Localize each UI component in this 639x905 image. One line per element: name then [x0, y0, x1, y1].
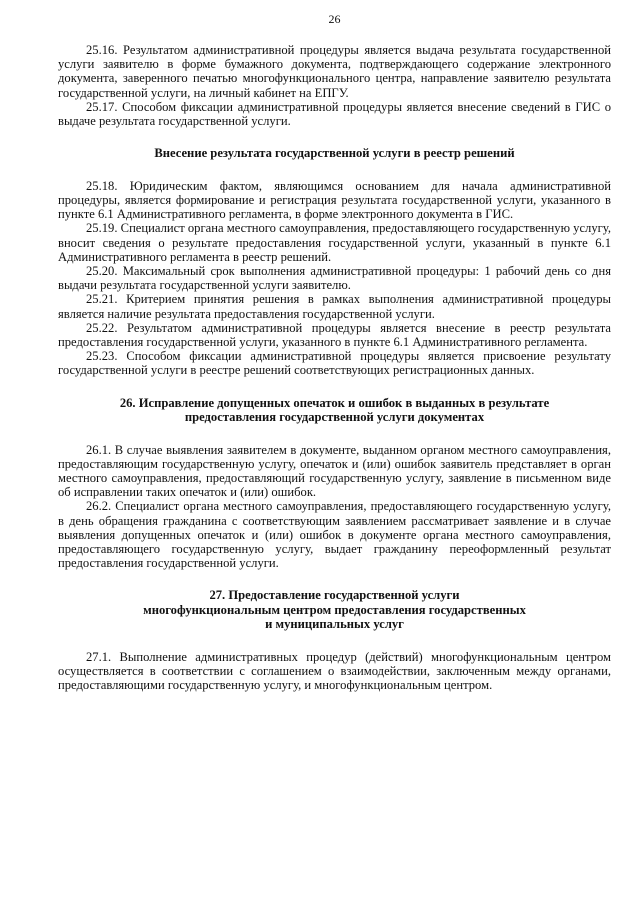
heading-line: 27. Предоставление государственной услуги: [209, 588, 460, 603]
page-number: 26: [328, 12, 341, 26]
heading-line: 26. Исправление допущенных опечаток и ошибок в выданных в результате: [119, 395, 550, 410]
paragraph-26-2: 26.2. Специалист органа местного самоуправления, предоставляющего государственную услугу, в день обращения гражданина с соответствующим заявлением рассматривает заявление и в случае выявления допущенных опечаток и (или) ошибок в документе органа местного самоуправления, предоставляющего государственную услугу, выдает гражданину переоформленный результат предоставления государственной услуги.: [58, 499, 611, 571]
paragraph-25-16: 25.16. Результатом административной процедуры является выдача результата государственной услуги заявителю в форме бумажного документа, подтверждающего содержание электронного документа, заверенного печатью многофункционального центра, направление заявителю результата государственной услуги, на личный кабинет на ЕПГУ.: [58, 43, 611, 100]
heading-section-27: [58, 588, 611, 632]
heading-line: Внесение результата государственной услуги в реестр решений: [154, 146, 515, 161]
paragraph-25-18: 25.18. Юридическим фактом, являющимся основанием для начала административной процедуры, является формирование и регистрация результата государственной услуги, указанного в пункте 6.1 Административного регламента, в форме электронного документа в ГИС.: [58, 178, 611, 222]
heading-line: предоставления государственной услуги документах: [184, 410, 485, 425]
paragraph-25-17: 25.17. Способом фиксации административной процедуры является внесение сведений в ГИС о выдаче результата государственной услуги.: [58, 99, 611, 129]
heading-line: и муниципальных услуг: [265, 617, 404, 632]
paragraph-27-1: 27.1. Выполнение административных процедур (действий) многофункциональным центром осуществляется в соответствии с соглашением о взаимодействии, заключенным между органами, предоставляющими государственную услугу, и многофункциональным центром.: [58, 649, 611, 693]
paragraph-25-22: 25.22. Результатом административной процедуры является внесение в реестр результата предоставления государственной услуги, указанного в пункте 6.1 Административного регламента.: [58, 320, 611, 349]
paragraph-26-1: 26.1. В случае выявления заявителем в документе, выданном органом местного самоуправления, предоставляющим государственную услугу, опечаток и (или) ошибок заявитель представляет в орган местного самоуправления, предоставляющий государственную услугу, заявление в письменном виде об исправлении таких опечаток и (или) ошибок.: [58, 442, 611, 500]
paragraph-25-20: 25.20. Максимальный срок выполнения административной процедуры: 1 рабочий день со дня выдачи результата государственной услуги заявителю.: [58, 263, 611, 293]
paragraph-25-23: 25.23. Способом фиксации административной процедуры является присвоение результату государственной услуги в реестре решений соответствующих регистрационных данных.: [58, 349, 611, 378]
paragraph-25-19: 25.19. Специалист органа местного самоуправления, предоставляющего государственную услугу, вносит сведения о результате предоставления государственной услуги, указанный в пункте 6.1 Административного регламента в реестр решений.: [58, 221, 611, 264]
heading-line: многофункциональным центром предоставления государственных: [143, 602, 526, 617]
paragraph-25-21: 25.21. Критерием принятия решения в рамках выполнения административной процедуры является наличие результата предоставления государственной услуги.: [58, 292, 611, 321]
heading-section-26: [58, 396, 611, 425]
heading-registry: [58, 146, 611, 161]
